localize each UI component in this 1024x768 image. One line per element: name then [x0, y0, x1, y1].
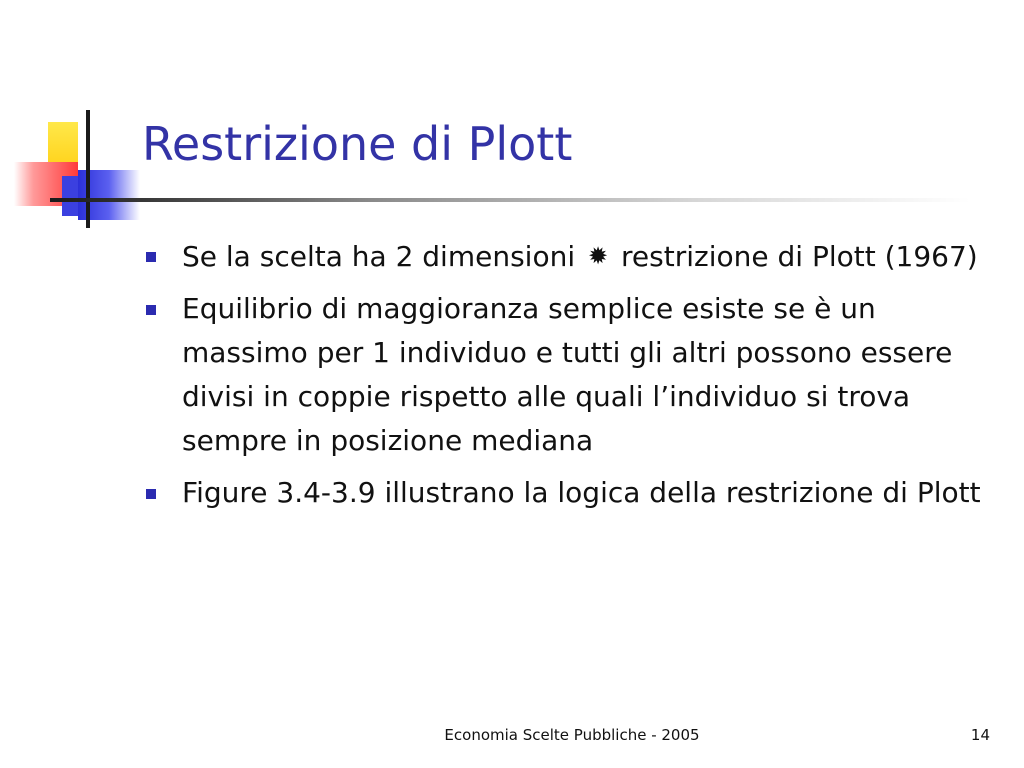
- bullet-text-before: Se la scelta ha 2 dimensioni: [182, 240, 576, 273]
- page-number: 14: [970, 726, 990, 744]
- slide-title: Restrizione di Plott: [142, 117, 573, 171]
- bullet-item: [146, 471, 998, 515]
- logo-vertical-line: [86, 110, 90, 228]
- footer-text: Economia Scelte Pubbliche - 2005: [444, 726, 700, 744]
- star-icon: ✹: [588, 242, 609, 270]
- bullet-item: [146, 234, 998, 279]
- slide-footer: [0, 722, 1024, 750]
- logo-blue-accent: [62, 176, 78, 216]
- title-underline: [50, 198, 970, 202]
- bullet-marker: [146, 305, 156, 315]
- bullet-marker: [146, 489, 156, 499]
- bullet-item: [146, 287, 998, 463]
- bullet-text-after: restrizione di Plott (1967): [621, 240, 978, 273]
- bullet-text: Figure 3.4-3.9 illustrano la logica della restrizione di Plott: [182, 476, 981, 509]
- bullet-list: [146, 234, 998, 523]
- bullet-marker: [146, 252, 156, 262]
- bullet-text: Equilibrio di maggioranza semplice esiste se è un massimo per 1 individuo e tutti gli altri possono essere divisi in coppie rispetto alle quali l’individuo si trova sempre in posizione mediana: [182, 292, 953, 457]
